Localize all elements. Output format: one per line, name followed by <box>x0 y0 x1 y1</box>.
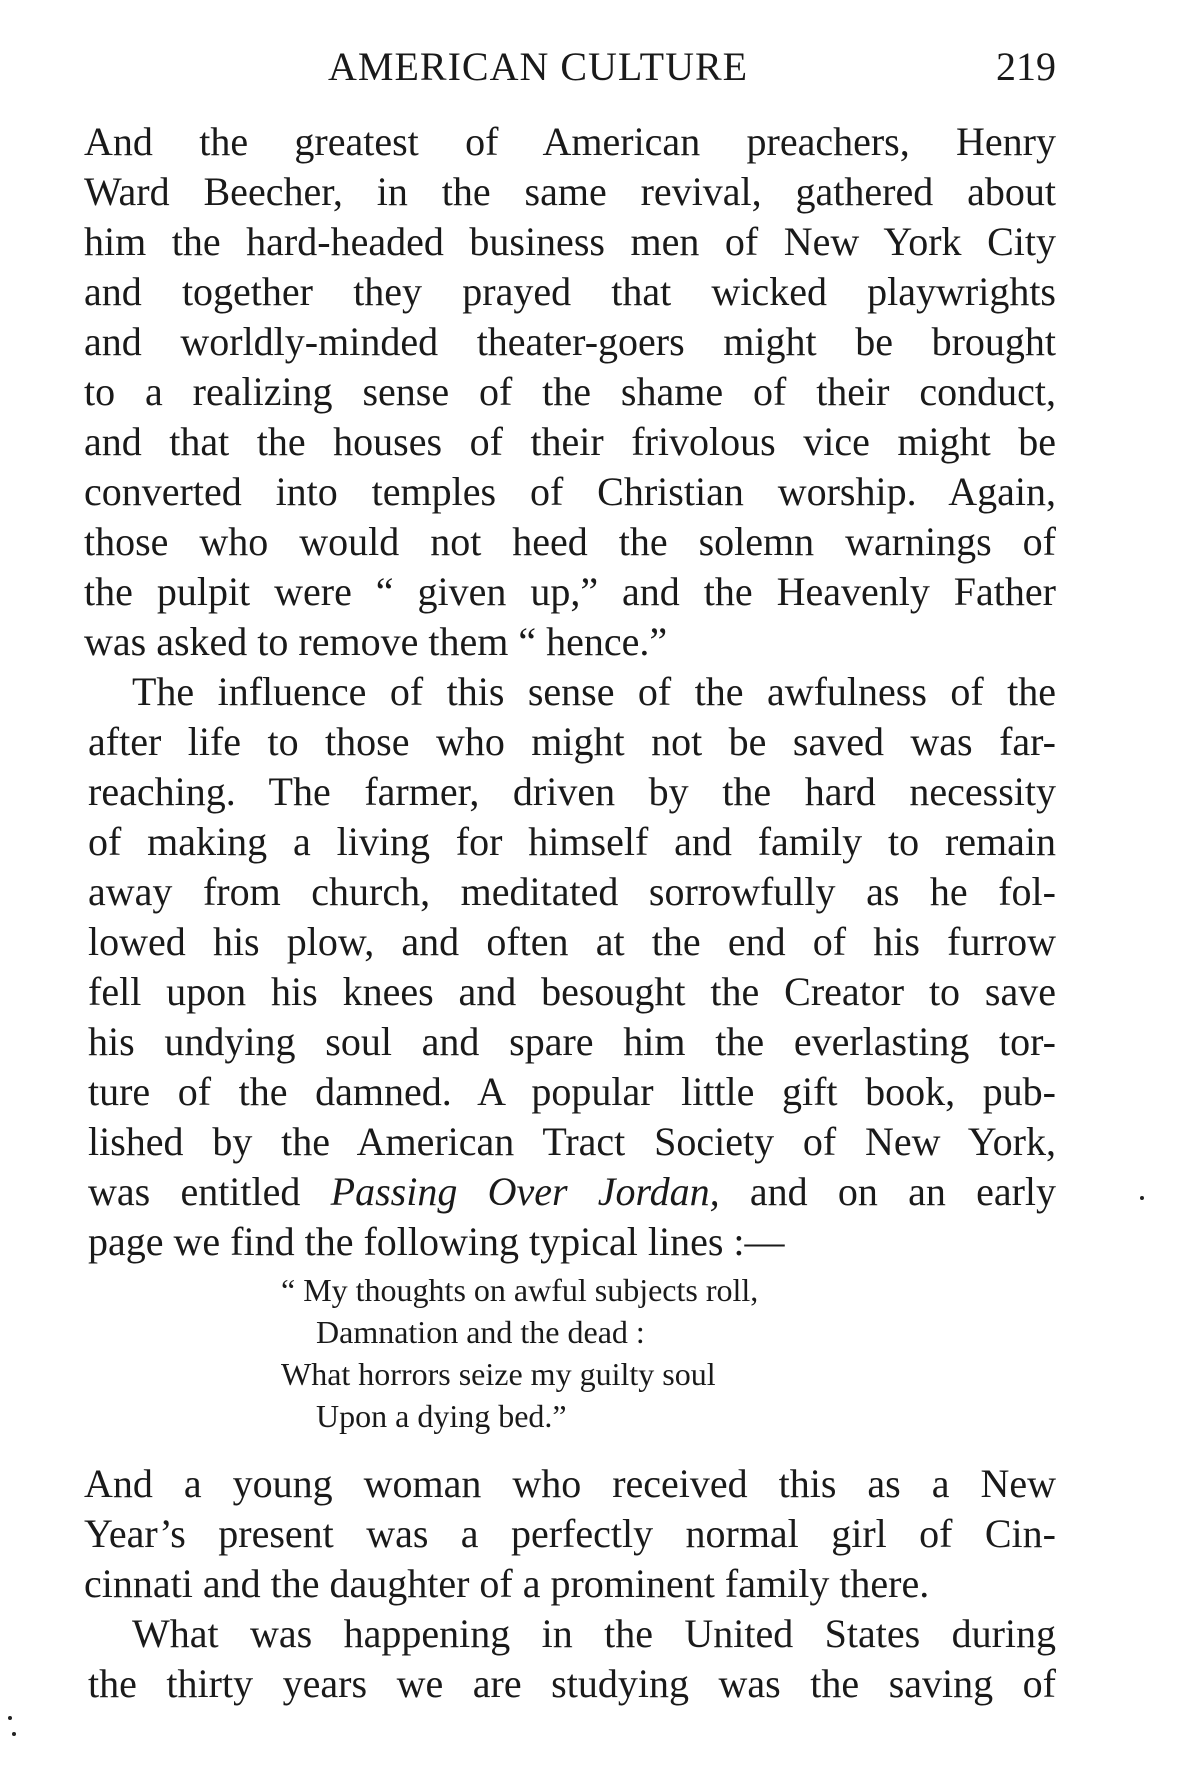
text-line-with-title <box>88 1167 1056 1217</box>
text-line: and together they prayed that wicked playwrights <box>84 269 1056 314</box>
text-line: Ward Beecher, in the same revival, gathered about <box>84 169 1056 214</box>
text-line: page we find the following typical lines :— <box>88 1219 785 1264</box>
running-head <box>88 42 1056 92</box>
text-line: of making a living for himself and family to remain <box>88 819 1056 864</box>
print-speck <box>8 1716 12 1720</box>
poem-line: What horrors seize my guilty soul <box>281 1356 716 1392</box>
poem-line: Damnation and the dead : <box>316 1314 645 1350</box>
text-line: ture of the damned. A popular little gift book, pub- <box>88 1069 1056 1114</box>
book-title: Passing Over Jordan, <box>330 1169 720 1214</box>
paragraph-1 <box>84 117 1056 667</box>
text-line: converted into temples of Christian worship. Again, <box>84 469 1056 514</box>
text-line: fell upon his knees and besought the Creator to save <box>88 969 1056 1014</box>
text-line: What was happening in the United States during <box>132 1611 1056 1656</box>
paragraph-2 <box>88 667 1056 1267</box>
page-number: 219 <box>996 44 1056 89</box>
text-line: him the hard-headed business men of New York City <box>84 219 1056 264</box>
text-line: The influence of this sense of the awfulness of the <box>132 669 1056 714</box>
text-line: away from church, meditated sorrowfully as he fol- <box>88 869 1056 914</box>
text-line: and that the houses of their frivolous vice might be <box>84 419 1056 464</box>
text-line: lished by the American Tract Society of New York, <box>88 1119 1056 1164</box>
text-line: his undying soul and spare him the everlasting tor- <box>88 1019 1056 1064</box>
paragraph-4 <box>88 1609 1056 1709</box>
text-fragment: was entitled <box>88 1169 301 1214</box>
paragraph-3 <box>84 1459 1056 1609</box>
text-line: cinnati and the daughter of a prominent family there. <box>84 1561 930 1606</box>
text-line: and worldly-minded theater-goers might be brought <box>84 319 1056 364</box>
running-title: AMERICAN CULTURE <box>328 44 749 89</box>
text-line: the thirty years we are studying was the saving of <box>88 1661 1056 1706</box>
text-line: the pulpit were “ given up,” and the Heavenly Father <box>84 569 1056 614</box>
text-line: Year’s present was a perfectly normal girl of Cin- <box>84 1511 1056 1556</box>
print-speck <box>1140 1196 1144 1200</box>
body-text <box>84 117 1057 1709</box>
text-line: to a realizing sense of the shame of their conduct, <box>84 369 1056 414</box>
poem-quotation <box>281 1269 1056 1437</box>
text-line: was asked to remove them “ hence.” <box>84 619 668 664</box>
text-line: And the greatest of American preachers, Henry <box>84 119 1056 164</box>
poem-line: Upon a dying bed.” <box>316 1398 567 1434</box>
text-line: after life to those who might not be saved was far- <box>88 719 1056 764</box>
print-speck <box>12 1732 16 1736</box>
text-line: those who would not heed the solemn warnings of <box>84 519 1056 564</box>
poem-line: “ My thoughts on awful subjects roll, <box>281 1272 759 1308</box>
text-line: And a young woman who received this as a New <box>84 1461 1056 1506</box>
text-line: lowed his plow, and often at the end of his furrow <box>88 919 1056 964</box>
text-fragment: and on an early <box>749 1169 1057 1214</box>
text-line: reaching. The farmer, driven by the hard necessity <box>88 769 1056 814</box>
